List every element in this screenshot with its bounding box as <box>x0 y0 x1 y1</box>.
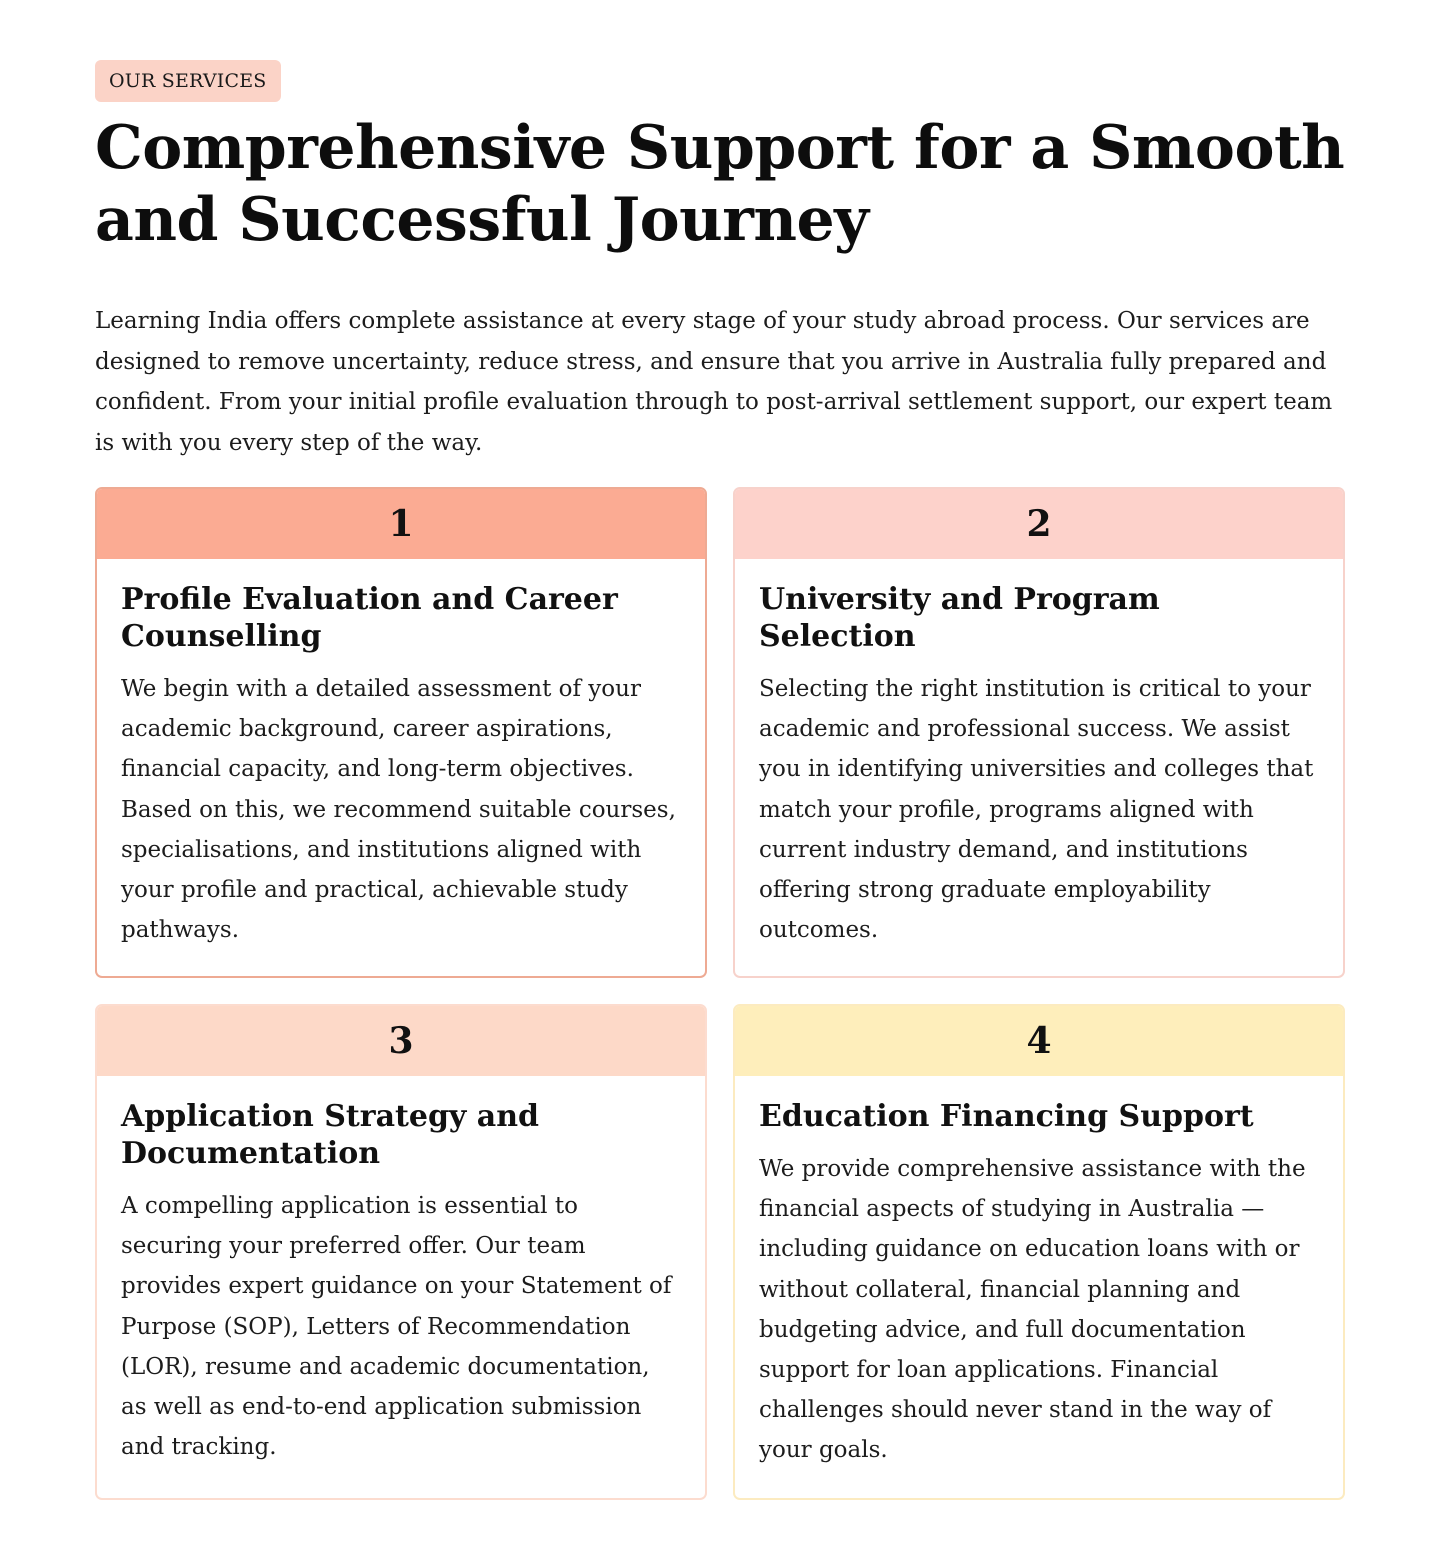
service-description: A compelling application is essential to securing your preferred offer. Our team provides expert guidance on your Statement of Purpose (SOP), Letters of Recommendation (LOR), resume and academic documentation, as well as end-to-end application submission and tracking. <box>121 1193 672 1461</box>
service-number: 4 <box>735 1006 1343 1076</box>
service-card <box>95 1004 707 1500</box>
service-card <box>95 487 707 978</box>
service-number: 1 <box>97 489 705 559</box>
service-description: Selecting the right institution is critical to your academic and professional success. We assist you in identifying universities and colleges that match your profile, programs aligned with current industry demand, and institutions offering strong graduate employability outcomes. <box>759 676 1314 944</box>
service-title: Education Financing Support <box>759 1099 1254 1134</box>
service-title: Application Strategy and Documentation <box>121 1099 540 1171</box>
service-card <box>733 1004 1345 1500</box>
intro-paragraph: Learning India offers complete assistance at every stage of your study abroad process. Our services are designed to remove uncertainty, reduce stress, and ensure that you arrive in Australia fully prepared and confident. From your initial profile evaluation through to post-arrival settlement support, our expert team is with you every step of the way. <box>95 308 1333 456</box>
page-title: Comprehensive Support for a Smooth and Successful Journey <box>95 113 1345 255</box>
services-grid <box>95 487 1345 1500</box>
service-title: University and Program Selection <box>759 582 1160 654</box>
service-title: Profile Evaluation and Career Counselling <box>121 582 618 654</box>
section-tag: OUR SERVICES <box>95 60 281 102</box>
service-number: 3 <box>97 1006 705 1076</box>
service-description: We provide comprehensive assistance with the financial aspects of studying in Australia — including guidance on education loans with or without collateral, financial planning and budgeting advice, and full documentation support for loan applications. Financial challenges should never stand in the way of your goals. <box>759 1156 1306 1464</box>
service-number: 2 <box>735 489 1343 559</box>
services-header <box>95 60 1345 463</box>
service-card <box>733 487 1345 978</box>
service-description: We begin with a detailed assessment of your academic background, career aspirations, financial capacity, and long-term objectives. Based on this, we recommend suitable courses, specialisations, and institutions aligned with your profile and practical, achievable study pathways. <box>121 676 676 944</box>
